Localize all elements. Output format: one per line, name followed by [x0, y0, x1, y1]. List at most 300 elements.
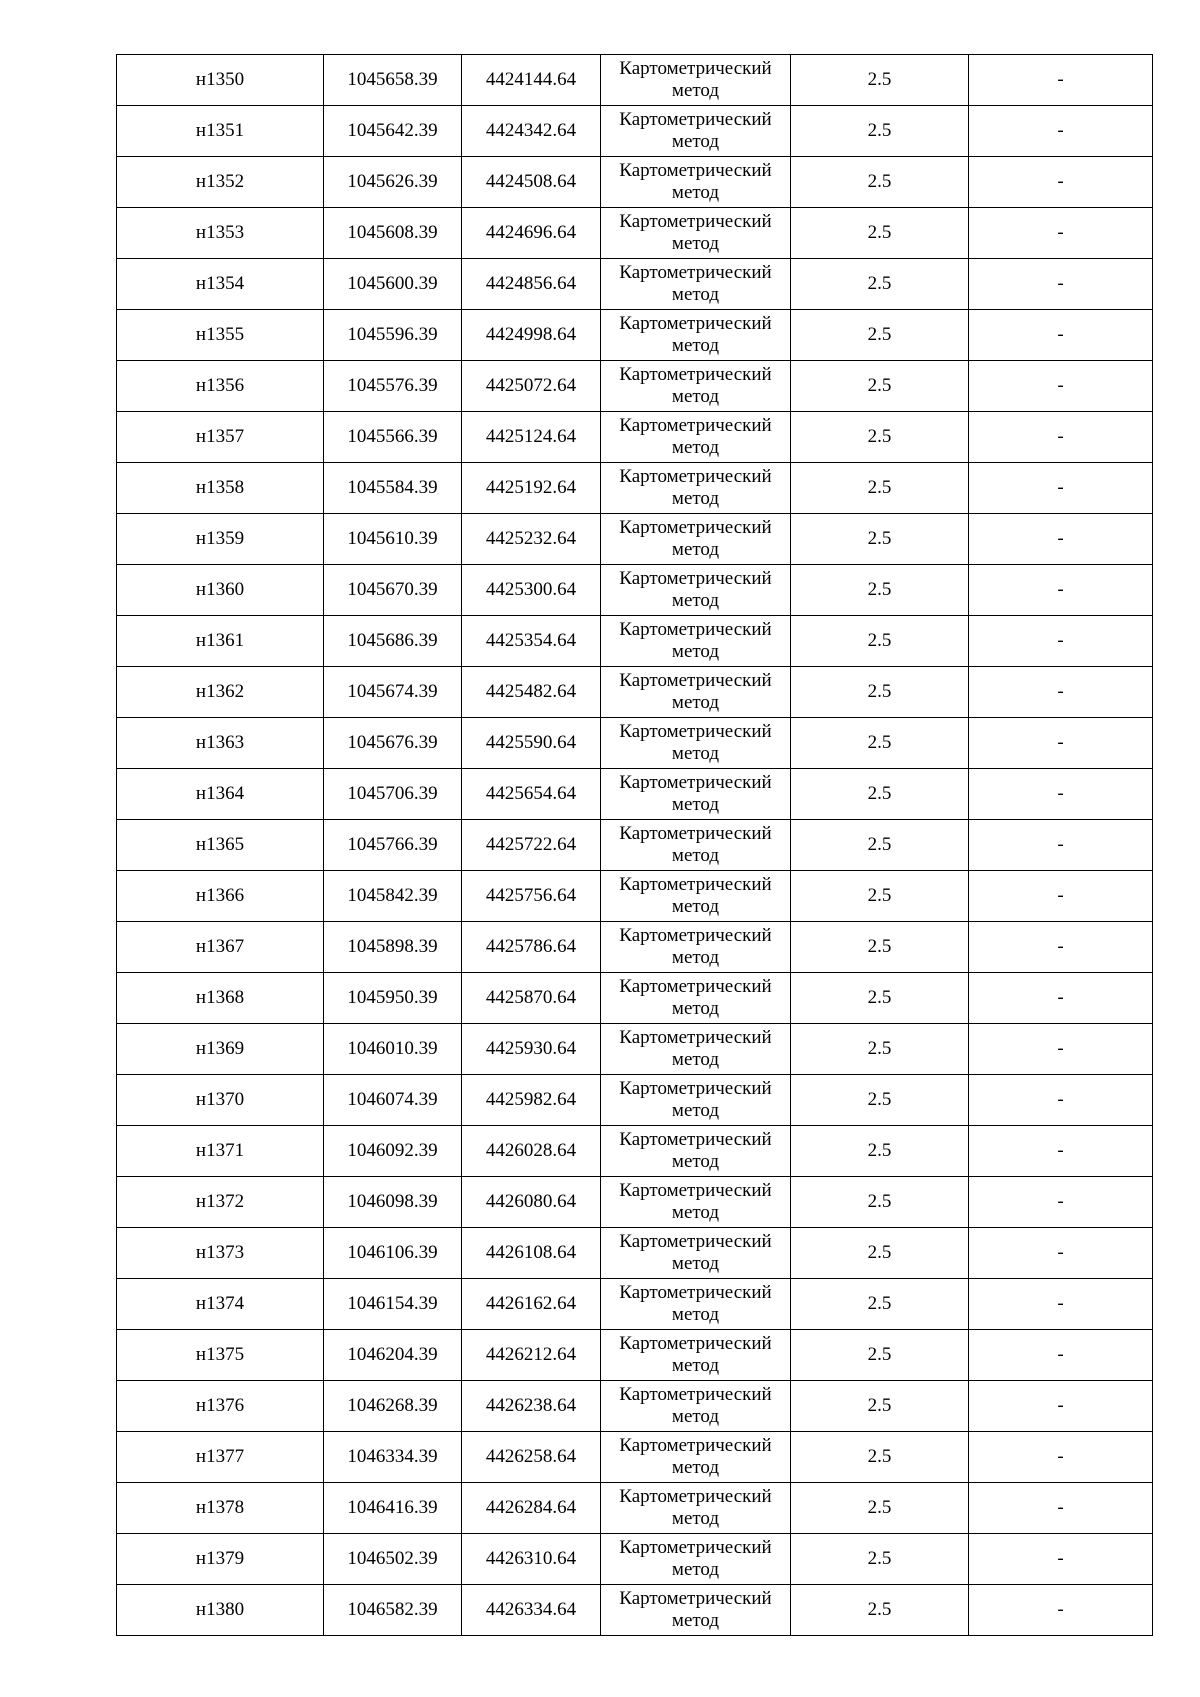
- method-line-2: метод: [671, 743, 720, 764]
- method-line-2: метод: [671, 1508, 720, 1529]
- point-name-cell: [117, 1483, 324, 1534]
- table-row: [117, 157, 1153, 208]
- point-name: н1377: [195, 1446, 245, 1467]
- accuracy-cell: [791, 1534, 969, 1585]
- point-name-cell: [117, 157, 324, 208]
- point-name: н1361: [195, 630, 245, 651]
- x-coordinate: 1046098.39: [347, 1191, 438, 1212]
- point-name-cell: [117, 1075, 324, 1126]
- accuracy-value: 2.5: [867, 1242, 892, 1263]
- method-line-2: метод: [671, 131, 720, 152]
- y-coordinate-cell: [462, 514, 601, 565]
- accuracy-cell: [791, 718, 969, 769]
- method-line-2: метод: [671, 1610, 720, 1631]
- accuracy-cell: [791, 820, 969, 871]
- accuracy-cell: [791, 106, 969, 157]
- y-coordinate-cell: [462, 616, 601, 667]
- x-coordinate-cell: [324, 1024, 462, 1075]
- accuracy-value: 2.5: [867, 630, 892, 651]
- x-coordinate: 1046582.39: [347, 1599, 438, 1620]
- accuracy-value: 2.5: [867, 69, 892, 90]
- method-cell: [601, 871, 791, 922]
- y-coordinate: 4425930.64: [485, 1038, 577, 1059]
- point-name-cell: [117, 106, 324, 157]
- point-name: н1369: [195, 1038, 245, 1059]
- x-coordinate-cell: [324, 412, 462, 463]
- note-cell: [969, 1585, 1153, 1636]
- accuracy-cell: [791, 1432, 969, 1483]
- point-name-cell: [117, 820, 324, 871]
- note-value: -: [1057, 375, 1064, 396]
- note-cell: [969, 208, 1153, 259]
- accuracy-value: 2.5: [867, 1293, 892, 1314]
- point-name-cell: [117, 514, 324, 565]
- y-coordinate-cell: [462, 259, 601, 310]
- accuracy-cell: [791, 1075, 969, 1126]
- note-cell: [969, 1075, 1153, 1126]
- x-coordinate-cell: [324, 616, 462, 667]
- table-row: [117, 1483, 1153, 1534]
- method-cell: [601, 463, 791, 514]
- y-coordinate-cell: [462, 208, 601, 259]
- note-value: -: [1057, 1293, 1064, 1314]
- accuracy-cell: [791, 1024, 969, 1075]
- y-coordinate-cell: [462, 973, 601, 1024]
- method-line-1: Картометрический: [619, 1231, 772, 1252]
- accuracy-cell: [791, 1228, 969, 1279]
- note-value: -: [1057, 324, 1064, 345]
- table-row: [117, 412, 1153, 463]
- method-line-1: Картометрический: [619, 772, 772, 793]
- method-line-2: метод: [671, 1151, 720, 1172]
- method-line-1: Картометрический: [619, 517, 772, 538]
- y-coordinate: 4425232.64: [485, 528, 577, 549]
- note-value: -: [1057, 1038, 1064, 1059]
- table-row: [117, 565, 1153, 616]
- method-line-1: Картометрический: [619, 670, 772, 691]
- point-name: н1350: [195, 69, 245, 90]
- x-coordinate-cell: [324, 871, 462, 922]
- note-value: -: [1057, 1242, 1064, 1263]
- table-row: [117, 514, 1153, 565]
- x-coordinate: 1046268.39: [347, 1395, 438, 1416]
- y-coordinate: 4426334.64: [485, 1599, 577, 1620]
- x-coordinate-cell: [324, 1075, 462, 1126]
- note-value: -: [1057, 1089, 1064, 1110]
- point-name-cell: [117, 565, 324, 616]
- table-row: [117, 1432, 1153, 1483]
- note-cell: [969, 871, 1153, 922]
- method-line-2: метод: [671, 794, 720, 815]
- y-coordinate-cell: [462, 769, 601, 820]
- method-cell: [601, 922, 791, 973]
- x-coordinate: 1046204.39: [347, 1344, 438, 1365]
- accuracy-cell: [791, 769, 969, 820]
- x-coordinate: 1045576.39: [347, 375, 438, 396]
- method-line-1: Картометрический: [619, 568, 772, 589]
- note-value: -: [1057, 579, 1064, 600]
- point-name-cell: [117, 55, 324, 106]
- x-coordinate: 1046416.39: [347, 1497, 438, 1518]
- x-coordinate: 1045950.39: [347, 987, 438, 1008]
- point-name-cell: [117, 463, 324, 514]
- x-coordinate-cell: [324, 1279, 462, 1330]
- method-line-1: Картометрический: [619, 823, 772, 844]
- note-cell: [969, 922, 1153, 973]
- y-coordinate-cell: [462, 1279, 601, 1330]
- method-line-1: Картометрический: [619, 619, 772, 640]
- accuracy-value: 2.5: [867, 579, 892, 600]
- accuracy-cell: [791, 157, 969, 208]
- point-name-cell: [117, 208, 324, 259]
- note-cell: [969, 667, 1153, 718]
- method-line-1: Картометрический: [619, 415, 772, 436]
- point-name: н1359: [195, 528, 245, 549]
- accuracy-value: 2.5: [867, 528, 892, 549]
- table-row: [117, 1228, 1153, 1279]
- note-cell: [969, 769, 1153, 820]
- point-name: н1363: [195, 732, 245, 753]
- method-line-2: метод: [671, 947, 720, 968]
- table-row: [117, 1279, 1153, 1330]
- accuracy-cell: [791, 55, 969, 106]
- x-coordinate: 1045566.39: [347, 426, 438, 447]
- accuracy-value: 2.5: [867, 426, 892, 447]
- x-coordinate: 1045596.39: [347, 324, 438, 345]
- method-line-2: метод: [671, 1202, 720, 1223]
- method-cell: [601, 1534, 791, 1585]
- method-cell: [601, 514, 791, 565]
- table-row: [117, 1534, 1153, 1585]
- point-name: н1374: [195, 1293, 245, 1314]
- x-coordinate-cell: [324, 106, 462, 157]
- accuracy-cell: [791, 514, 969, 565]
- accuracy-value: 2.5: [867, 1446, 892, 1467]
- y-coordinate-cell: [462, 463, 601, 514]
- note-value: -: [1057, 1395, 1064, 1416]
- note-cell: [969, 1330, 1153, 1381]
- y-coordinate-cell: [462, 565, 601, 616]
- table-row: [117, 259, 1153, 310]
- y-coordinate: 4424508.64: [485, 171, 577, 192]
- method-line-2: метод: [671, 641, 720, 662]
- x-coordinate-cell: [324, 157, 462, 208]
- note-value: -: [1057, 528, 1064, 549]
- y-coordinate: 4426028.64: [485, 1140, 577, 1161]
- note-cell: [969, 1177, 1153, 1228]
- x-coordinate-cell: [324, 463, 462, 514]
- point-name: н1366: [195, 885, 245, 906]
- method-line-2: метод: [671, 233, 720, 254]
- y-coordinate: 4425072.64: [485, 375, 577, 396]
- accuracy-cell: [791, 922, 969, 973]
- note-value: -: [1057, 273, 1064, 294]
- x-coordinate: 1045670.39: [347, 579, 438, 600]
- x-coordinate: 1045674.39: [347, 681, 438, 702]
- point-name-cell: [117, 1585, 324, 1636]
- y-coordinate-cell: [462, 1228, 601, 1279]
- point-name-cell: [117, 871, 324, 922]
- point-name: н1356: [195, 375, 245, 396]
- x-coordinate-cell: [324, 1432, 462, 1483]
- method-cell: [601, 55, 791, 106]
- note-value: -: [1057, 69, 1064, 90]
- method-line-1: Картометрический: [619, 1027, 772, 1048]
- method-line-2: метод: [671, 1304, 720, 1325]
- point-name: н1370: [195, 1089, 245, 1110]
- accuracy-value: 2.5: [867, 1497, 892, 1518]
- note-value: -: [1057, 426, 1064, 447]
- accuracy-value: 2.5: [867, 1548, 892, 1569]
- point-name-cell: [117, 1381, 324, 1432]
- x-coordinate: 1045686.39: [347, 630, 438, 651]
- note-cell: [969, 310, 1153, 361]
- method-line-2: метод: [671, 335, 720, 356]
- point-name: н1371: [195, 1140, 245, 1161]
- point-name: н1380: [195, 1599, 245, 1620]
- x-coordinate-cell: [324, 820, 462, 871]
- x-coordinate-cell: [324, 310, 462, 361]
- method-line-2: метод: [671, 488, 720, 509]
- accuracy-cell: [791, 871, 969, 922]
- method-line-1: Картометрический: [619, 1486, 772, 1507]
- method-line-1: Картометрический: [619, 1282, 772, 1303]
- note-cell: [969, 1534, 1153, 1585]
- accuracy-value: 2.5: [867, 987, 892, 1008]
- method-cell: [601, 1024, 791, 1075]
- note-value: -: [1057, 171, 1064, 192]
- method-cell: [601, 1075, 791, 1126]
- x-coordinate: 1045706.39: [347, 783, 438, 804]
- point-name: н1355: [195, 324, 245, 345]
- accuracy-cell: [791, 1279, 969, 1330]
- y-coordinate: 4426238.64: [485, 1395, 577, 1416]
- accuracy-cell: [791, 973, 969, 1024]
- note-value: -: [1057, 936, 1064, 957]
- point-name-cell: [117, 1534, 324, 1585]
- y-coordinate-cell: [462, 157, 601, 208]
- x-coordinate-cell: [324, 55, 462, 106]
- y-coordinate-cell: [462, 667, 601, 718]
- x-coordinate: 1045898.39: [347, 936, 438, 957]
- point-name-cell: [117, 667, 324, 718]
- accuracy-cell: [791, 1177, 969, 1228]
- y-coordinate: 4424998.64: [485, 324, 577, 345]
- accuracy-value: 2.5: [867, 120, 892, 141]
- y-coordinate: 4425870.64: [485, 987, 577, 1008]
- point-name: н1362: [195, 681, 245, 702]
- note-cell: [969, 1432, 1153, 1483]
- method-line-2: метод: [671, 1100, 720, 1121]
- method-line-1: Картометрический: [619, 874, 772, 895]
- method-line-1: Картометрический: [619, 1180, 772, 1201]
- accuracy-value: 2.5: [867, 477, 892, 498]
- method-line-1: Картометрический: [619, 976, 772, 997]
- accuracy-cell: [791, 208, 969, 259]
- method-line-2: метод: [671, 998, 720, 1019]
- point-name: н1376: [195, 1395, 245, 1416]
- point-name-cell: [117, 1024, 324, 1075]
- x-coordinate-cell: [324, 361, 462, 412]
- method-line-1: Картометрический: [619, 1435, 772, 1456]
- method-line-2: метод: [671, 845, 720, 866]
- point-name-cell: [117, 769, 324, 820]
- table-row: [117, 106, 1153, 157]
- accuracy-cell: [791, 1483, 969, 1534]
- x-coordinate: 1045610.39: [347, 528, 438, 549]
- accuracy-value: 2.5: [867, 324, 892, 345]
- y-coordinate: 4425982.64: [485, 1089, 577, 1110]
- coordinates-sheet: [116, 54, 1152, 1636]
- method-line-1: Картометрический: [619, 1129, 772, 1150]
- method-line-2: метод: [671, 692, 720, 713]
- point-name: н1354: [195, 273, 245, 294]
- x-coordinate: 1045608.39: [347, 222, 438, 243]
- y-coordinate-cell: [462, 1432, 601, 1483]
- note-cell: [969, 1483, 1153, 1534]
- method-line-1: Картометрический: [619, 211, 772, 232]
- x-coordinate-cell: [324, 1381, 462, 1432]
- note-cell: [969, 106, 1153, 157]
- method-line-1: Картометрический: [619, 109, 772, 130]
- table-row: [117, 361, 1153, 412]
- note-value: -: [1057, 120, 1064, 141]
- y-coordinate-cell: [462, 361, 601, 412]
- method-cell: [601, 616, 791, 667]
- y-coordinate-cell: [462, 1177, 601, 1228]
- table-row: [117, 973, 1153, 1024]
- point-name-cell: [117, 1330, 324, 1381]
- note-cell: [969, 463, 1153, 514]
- note-cell: [969, 55, 1153, 106]
- method-line-2: метод: [671, 590, 720, 611]
- y-coordinate: 4425124.64: [485, 426, 577, 447]
- x-coordinate-cell: [324, 1534, 462, 1585]
- method-cell: [601, 208, 791, 259]
- accuracy-value: 2.5: [867, 885, 892, 906]
- y-coordinate-cell: [462, 820, 601, 871]
- note-value: -: [1057, 885, 1064, 906]
- accuracy-cell: [791, 1330, 969, 1381]
- method-cell: [601, 1279, 791, 1330]
- x-coordinate: 1046106.39: [347, 1242, 438, 1263]
- method-line-2: метод: [671, 1049, 720, 1070]
- x-coordinate-cell: [324, 1228, 462, 1279]
- y-coordinate: 4426108.64: [485, 1242, 577, 1263]
- point-name: н1360: [195, 579, 245, 600]
- y-coordinate-cell: [462, 1381, 601, 1432]
- y-coordinate-cell: [462, 106, 601, 157]
- note-value: -: [1057, 834, 1064, 855]
- method-line-1: Картометрический: [619, 58, 772, 79]
- note-cell: [969, 1279, 1153, 1330]
- note-cell: [969, 514, 1153, 565]
- accuracy-value: 2.5: [867, 171, 892, 192]
- note-cell: [969, 718, 1153, 769]
- method-cell: [601, 1228, 791, 1279]
- x-coordinate-cell: [324, 718, 462, 769]
- table-row: [117, 820, 1153, 871]
- table-row: [117, 769, 1153, 820]
- accuracy-cell: [791, 463, 969, 514]
- y-coordinate-cell: [462, 922, 601, 973]
- x-coordinate: 1045842.39: [347, 885, 438, 906]
- point-name: н1378: [195, 1497, 245, 1518]
- x-coordinate-cell: [324, 259, 462, 310]
- x-coordinate: 1045766.39: [347, 834, 438, 855]
- accuracy-value: 2.5: [867, 1344, 892, 1365]
- y-coordinate-cell: [462, 718, 601, 769]
- method-line-1: Картометрический: [619, 1333, 772, 1354]
- note-cell: [969, 361, 1153, 412]
- y-coordinate-cell: [462, 871, 601, 922]
- accuracy-value: 2.5: [867, 1599, 892, 1620]
- point-name-cell: [117, 616, 324, 667]
- method-line-2: метод: [671, 437, 720, 458]
- x-coordinate: 1046074.39: [347, 1089, 438, 1110]
- method-cell: [601, 1330, 791, 1381]
- method-line-1: Картометрический: [619, 364, 772, 385]
- method-line-2: метод: [671, 182, 720, 203]
- table-row: [117, 667, 1153, 718]
- note-value: -: [1057, 1344, 1064, 1365]
- method-cell: [601, 820, 791, 871]
- method-line-2: метод: [671, 1559, 720, 1580]
- y-coordinate: 4426212.64: [485, 1344, 577, 1365]
- accuracy-cell: [791, 412, 969, 463]
- point-name: н1352: [195, 171, 245, 192]
- table-row: [117, 463, 1153, 514]
- point-name-cell: [117, 973, 324, 1024]
- y-coordinate-cell: [462, 412, 601, 463]
- y-coordinate-cell: [462, 1330, 601, 1381]
- accuracy-value: 2.5: [867, 1038, 892, 1059]
- point-name: н1372: [195, 1191, 245, 1212]
- method-cell: [601, 1126, 791, 1177]
- table-row: [117, 1075, 1153, 1126]
- accuracy-value: 2.5: [867, 681, 892, 702]
- y-coordinate: 4425722.64: [485, 834, 577, 855]
- method-line-2: метод: [671, 539, 720, 560]
- note-cell: [969, 1024, 1153, 1075]
- point-name: н1373: [195, 1242, 245, 1263]
- note-cell: [969, 1126, 1153, 1177]
- method-line-1: Картометрический: [619, 313, 772, 334]
- x-coordinate: 1045626.39: [347, 171, 438, 192]
- y-coordinate: 4426258.64: [485, 1446, 577, 1467]
- table-row: [117, 1126, 1153, 1177]
- point-name: н1364: [195, 783, 245, 804]
- accuracy-value: 2.5: [867, 1089, 892, 1110]
- note-cell: [969, 565, 1153, 616]
- accuracy-cell: [791, 565, 969, 616]
- method-cell: [601, 565, 791, 616]
- y-coordinate-cell: [462, 1024, 601, 1075]
- point-name-cell: [117, 259, 324, 310]
- y-coordinate: 4425756.64: [485, 885, 577, 906]
- point-name: н1358: [195, 477, 245, 498]
- method-line-1: Картометрический: [619, 466, 772, 487]
- method-line-2: метод: [671, 896, 720, 917]
- table-row: [117, 616, 1153, 667]
- note-value: -: [1057, 1548, 1064, 1569]
- note-value: -: [1057, 222, 1064, 243]
- note-cell: [969, 412, 1153, 463]
- x-coordinate-cell: [324, 1330, 462, 1381]
- point-name: н1368: [195, 987, 245, 1008]
- x-coordinate-cell: [324, 1177, 462, 1228]
- table-row: [117, 1381, 1153, 1432]
